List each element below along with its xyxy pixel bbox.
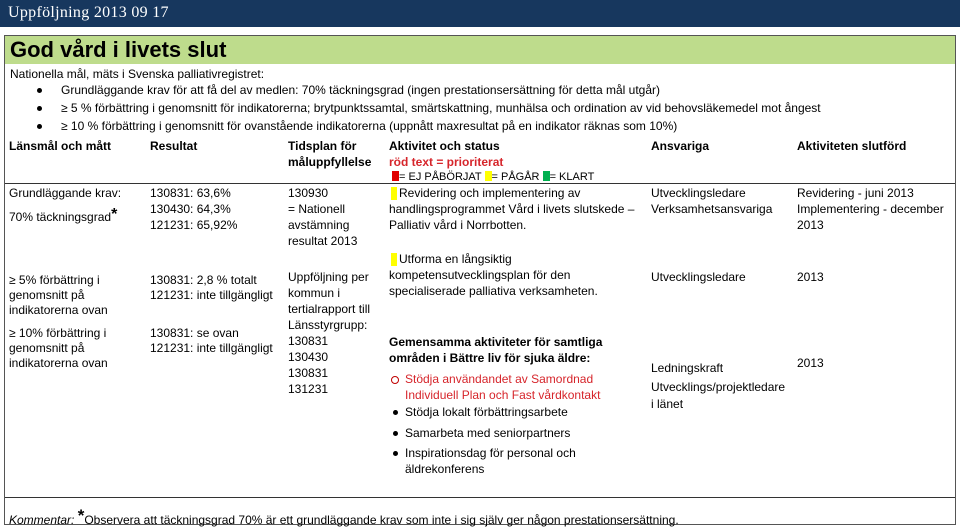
goal-a-line2 (9, 208, 117, 224)
footer-label: Kommentar: (9, 513, 75, 527)
time-b-6: 130430 (288, 350, 329, 364)
bullet-icon (393, 451, 398, 456)
top-bar (0, 0, 960, 27)
done-a-1: Revidering - juni 2013 (797, 186, 914, 200)
footer-star: * (77, 506, 85, 525)
col-header-priority-note: röd text = prioriterat (389, 155, 504, 169)
done-a-3: 2013 (797, 218, 824, 232)
time-b-8: 131231 (288, 382, 329, 396)
intro-line: Nationella mål, mäts i Svenska palliativregistret: (10, 67, 265, 81)
time-b-7: 130831 (288, 366, 329, 380)
goal-c-line1: ≥ 10% förbättring i (9, 326, 107, 340)
bullet-icon (393, 410, 398, 415)
goal-a-star: * (111, 206, 118, 223)
goal-a-text: 70% täckningsgrad (9, 210, 112, 224)
activity-c-head-1: Gemensamma aktiviteter för samtliga (389, 335, 603, 349)
resp-c-2: Utvecklings/projektledare (651, 380, 786, 394)
header-divider (5, 183, 955, 184)
time-b-3: tertialrapport till (288, 302, 371, 316)
result-b-1: 130831: 2,8 % totalt (150, 273, 257, 287)
red-bullet-icon (391, 376, 399, 384)
activity-c-item-2: Stödja lokalt förbättringsarbete (405, 405, 568, 419)
goal-b-line1: ≥ 5% förbättring i (9, 273, 100, 287)
goal-b-line3: indikatorerna ovan (9, 303, 108, 317)
goal-c-line3: indikatorerna ovan (9, 356, 108, 370)
bullet-icon (393, 431, 398, 436)
activity-c-item-1: Stödja användandet av Samordnad (405, 372, 594, 386)
resp-a-1: Utvecklingsledare (651, 186, 746, 200)
heading-band (5, 36, 955, 64)
goal-c-line2: genomsnitt på (9, 341, 85, 355)
time-b-4: Länsstyrgrupp: (288, 318, 368, 332)
col-header-responsible: Ansvariga (651, 139, 710, 153)
activity-c-item-4-cont: äldrekonferens (405, 462, 485, 476)
status-marker-ongoing-b (391, 253, 397, 266)
legend-red-swatch (392, 171, 399, 181)
intro-bullet-2-dot (37, 106, 42, 111)
activity-b-3: specialiserade palliativa verksamheten. (389, 284, 598, 298)
col-header-completed: Aktiviteten slutförd (797, 139, 907, 153)
activity-b-1: Utforma en långsiktig (399, 252, 512, 266)
col-header-result: Resultat (150, 139, 198, 153)
col-header-timeline-2: måluppfyllelse (288, 155, 372, 169)
result-b-2: 121231: inte tillgängligt (150, 288, 273, 302)
col-header-activity: Aktivitet och status (389, 139, 500, 153)
status-legend (392, 170, 594, 184)
goal-a-line1: Grundläggande krav: (9, 186, 122, 200)
time-b-2: kommun i (288, 286, 341, 300)
footer-divider (5, 497, 955, 498)
activity-a-3: Palliativ vård i Norrbotten. (389, 218, 527, 232)
activity-a-1: Revidering och implementering av (399, 186, 581, 200)
result-c-2: 121231: inte tillgängligt (150, 341, 273, 355)
header-title: Uppföljning 2013 09 17 (8, 4, 169, 21)
legend-not-started: = EJ PÅBÖRJAT (399, 171, 482, 183)
intro-bullet-1: Grundläggande krav för att få del av medlen: 70% täckningsgrad (ingen prestationsersättning för detta mål utgår) (61, 83, 661, 97)
intro-bullet-3: ≥ 10 % förbättring i genomsnitt för ovanstående indikatorerna (uppnått maxresultat på en indikator räknas som 10%) (61, 119, 678, 133)
time-a-3: avstämning (288, 218, 350, 232)
done-b: 2013 (797, 270, 824, 284)
legend-green-swatch (543, 171, 550, 181)
legend-yellow-swatch (485, 171, 492, 181)
page-title: God vård i livets slut (10, 37, 227, 62)
time-b-1: Uppföljning per (288, 270, 369, 284)
activity-c-head-2: områden i Bättre liv för sjuka äldre: (389, 351, 591, 365)
result-a-2: 130430: 64,3% (150, 202, 231, 216)
resp-a-2: Verksamhetsansvariga (651, 202, 773, 216)
intro-bullet-2: ≥ 5 % förbättring i genomsnitt för indikatorerna; brytpunktssamtal, smärtskattning, munhälsa och ordination av vid behovsläkemedel mot ångest (61, 101, 821, 115)
result-c-1: 130831: se ovan (150, 326, 239, 340)
resp-c-3: i länet (651, 397, 684, 411)
footer-text: Observera att täckningsgrad 70% är ett grundläggande krav som inte i sig själv ger någon prestationsersättning. (84, 513, 679, 527)
activity-b-2: kompetensutvecklingsplan för den (389, 268, 571, 282)
done-c: 2013 (797, 356, 824, 370)
activity-c-item-3: Samarbeta med seniorpartners (405, 426, 571, 440)
time-a-2: = Nationell (288, 202, 346, 216)
resp-c-1: Ledningskraft (651, 361, 724, 375)
footer-comment (9, 506, 679, 527)
time-a-4: resultat 2013 (288, 234, 358, 248)
time-a-1: 130930 (288, 186, 329, 200)
activity-a-2: handlingsprogrammet Vård i livets slutskede – (389, 202, 635, 216)
resp-b: Utvecklingsledare (651, 270, 746, 284)
activity-c-item-1-cont: Individuell Plan och Fast vårdkontakt (405, 388, 601, 402)
status-marker-ongoing-a (391, 187, 397, 200)
time-b-5: 130831 (288, 334, 329, 348)
result-a-1: 130831: 63,6% (150, 186, 231, 200)
done-a-2: Implementering - december (797, 202, 944, 216)
legend-done: = KLART (549, 171, 595, 183)
legend-ongoing: = PÅGÅR (491, 171, 540, 183)
activity-c-item-4: Inspirationsdag för personal och (405, 446, 576, 460)
col-header-timeline: Tidsplan för (288, 139, 357, 153)
intro-bullet-1-dot (37, 88, 42, 93)
col-header-goals: Länsmål och mått (9, 139, 112, 153)
goal-b-line2: genomsnitt på (9, 288, 85, 302)
result-a-3: 121231: 65,92% (150, 218, 238, 232)
intro-bullet-3-dot (37, 124, 42, 129)
